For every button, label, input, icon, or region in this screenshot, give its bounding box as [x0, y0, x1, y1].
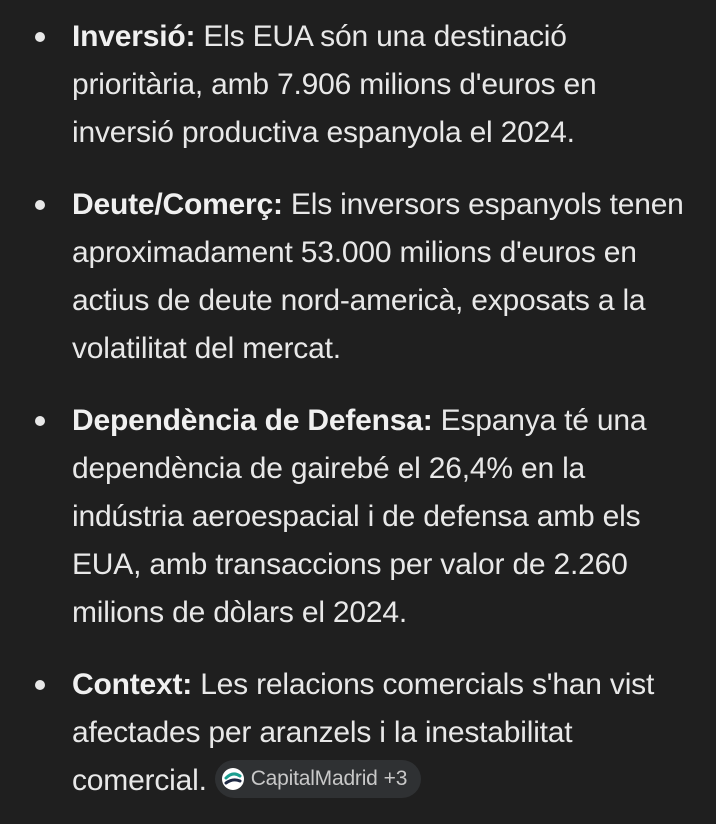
list-item-text [72, 13, 697, 157]
list-item-term: Dependència de Defensa: [72, 404, 433, 437]
list-item-text [72, 661, 697, 805]
list-item-body: Espanya té una dependència de gairebé el 26,4% en la indústria aeroespacial i de defensa amb els EUA, amb transaccions per valor de 2.260 milions de dòlars el 2024. [72, 404, 647, 629]
source-chip[interactable] [215, 760, 422, 798]
capitalmadrid-logo-icon [221, 767, 245, 791]
bullet-dot [35, 680, 45, 690]
list-item-term: Deute/Comerç: [72, 188, 283, 221]
list-item-text [72, 397, 697, 637]
source-extra-count: +3 [383, 767, 408, 791]
list-item-term: Inversió: [72, 20, 196, 53]
source-name: CapitalMadrid [250, 767, 378, 791]
list-item-body: Les relacions comercials s'han vist afectades per aranzels i la inestabilitat comercial. [72, 668, 655, 797]
bullet-dot [35, 200, 45, 210]
bullet-dot [35, 416, 45, 426]
bullet-dot [35, 32, 45, 42]
list-item-body: Els EUA són una destinació prioritària, amb 7.906 milions d'euros en inversió productiva espanyola el 2024. [72, 20, 597, 149]
list-item-text [72, 181, 697, 373]
list-item-term: Context: [72, 668, 193, 701]
list-item-body: Els inversors espanyols tenen aproximadament 53.000 milions d'euros en actius de deute nord-americà, exposats a la volatilitat del mercat. [72, 188, 684, 365]
